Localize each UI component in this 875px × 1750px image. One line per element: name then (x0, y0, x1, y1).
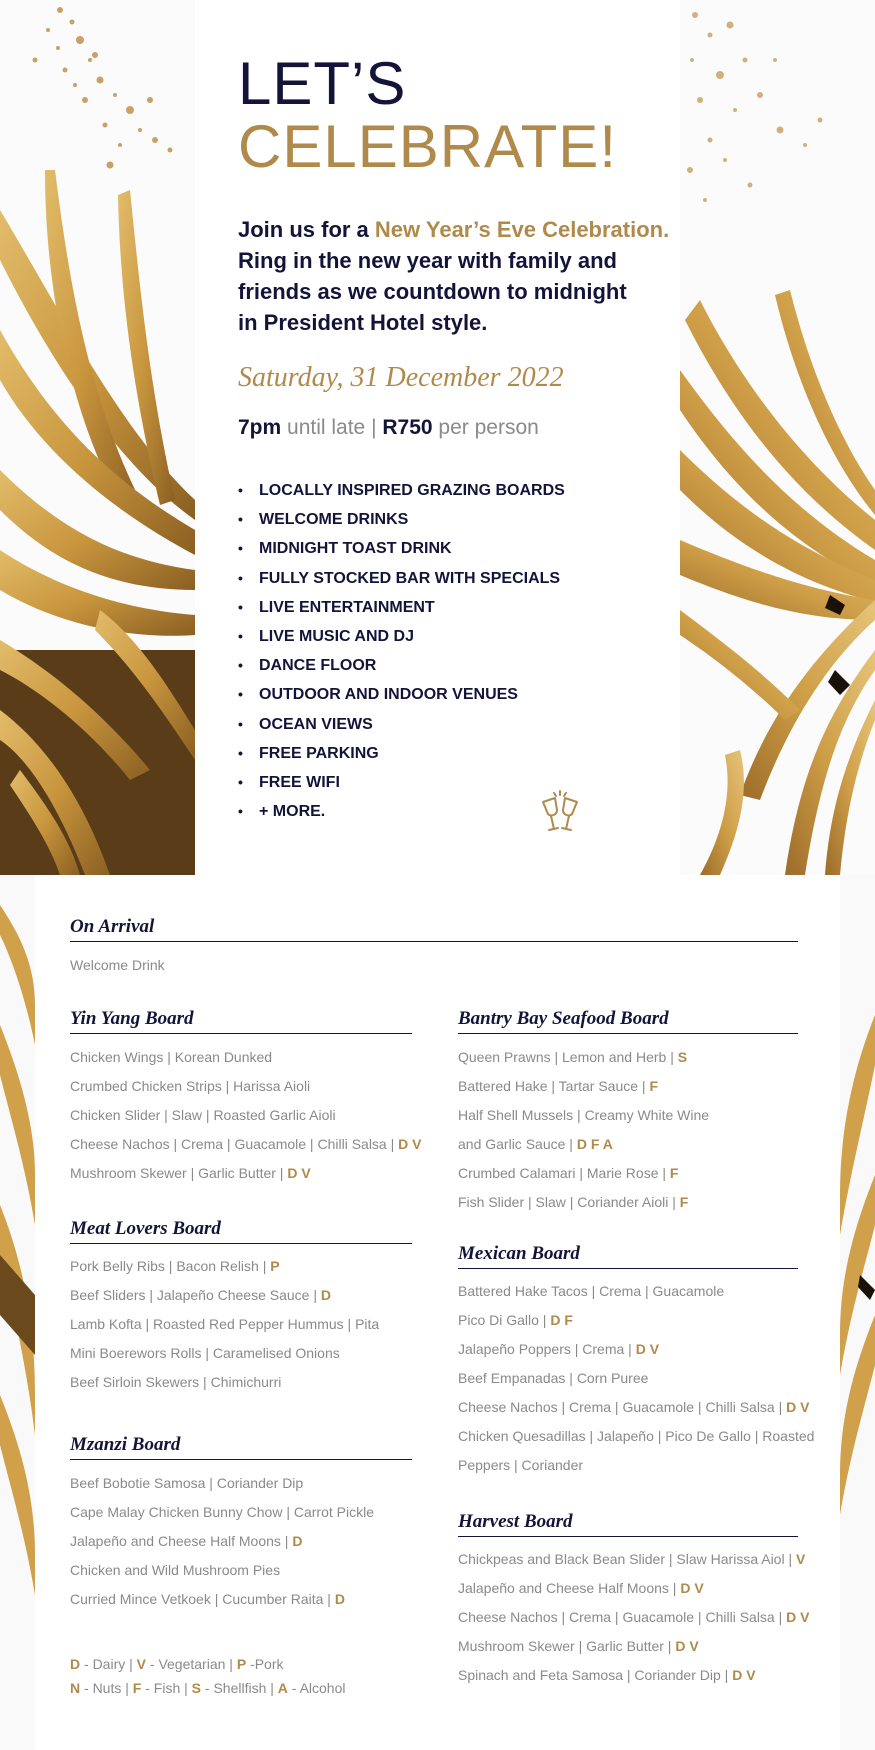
on-arrival-items (70, 951, 165, 980)
menu-item-text: Fish Slider | Slaw | Coriander Aioli | (458, 1194, 680, 1210)
menu-item (458, 1335, 814, 1364)
menu-item-text: Pico Di Gallo | (458, 1312, 551, 1328)
right-panel (680, 0, 875, 875)
menu-item (458, 1072, 709, 1101)
ticket-price: R750 (382, 416, 433, 439)
legend-code: A (277, 1680, 288, 1696)
palm-leaf-left-edge (0, 875, 35, 1750)
section-heading-mexican: Mexican Board (458, 1243, 798, 1269)
dietary-code: D V (398, 1136, 422, 1152)
menu-item-text: Chicken Quesadillas | Jalapeño | Pico De Gallo | Roasted (458, 1428, 815, 1444)
menu-item-text: Jalapeño Poppers | Crema | (458, 1341, 636, 1357)
section-heading-yin-yang: Yin Yang Board (70, 1008, 412, 1034)
dietary-code: F (649, 1078, 659, 1094)
menu-item (458, 1306, 814, 1335)
dietary-code: D V (732, 1667, 756, 1683)
menu-item-text: Beef Bobotie Samosa | Coriander Dip (70, 1475, 304, 1491)
dietary-code: D V (786, 1399, 810, 1415)
menu-item (458, 1574, 809, 1603)
menu-item (458, 1101, 709, 1130)
menu-item-text: Cheese Nachos | Crema | Guacamole | Chilli Salsa | (70, 1136, 399, 1152)
section-heading-mzanzi: Mzanzi Board (70, 1434, 412, 1460)
menu-item-text: Cheese Nachos | Crema | Guacamole | Chilli Salsa | (458, 1609, 787, 1625)
intro-line-4: in President Hotel style. (238, 310, 488, 335)
dietary-legend (70, 1652, 346, 1700)
menu-section (0, 875, 875, 1750)
menu-item-text: Cheese Nachos | Crema | Guacamole | Chilli Salsa | (458, 1399, 787, 1415)
menu-item-text: Beef Sliders | Jalapeño Cheese Sauce | (70, 1287, 321, 1303)
bantry-bay-items (458, 1043, 709, 1217)
menu-item (458, 1364, 814, 1393)
menu-item (458, 1159, 709, 1188)
legend-row-1 (70, 1652, 346, 1676)
menu-item (70, 1159, 421, 1188)
menu-item (70, 1585, 374, 1614)
legend-label: - Dairy | (80, 1656, 137, 1672)
intro-line-2: Ring in the new year with family and (238, 248, 617, 273)
menu-item-text: Chicken Wings | Korean Dunked (70, 1049, 273, 1065)
menu-item-text: Mushroom Skewer | Garlic Butter | (70, 1165, 288, 1181)
menu-item-text: Peppers | Coriander (458, 1457, 584, 1473)
menu-item-text: Queen Prawns | Lemon and Herb | (458, 1049, 678, 1065)
menu-item (70, 1469, 374, 1498)
menu-item (458, 1422, 814, 1451)
menu-item (70, 951, 165, 980)
invitation-card (195, 0, 680, 875)
intro-text (238, 214, 678, 338)
menu-item-text: Mushroom Skewer | Garlic Butter | (458, 1638, 676, 1654)
dietary-code: D F A (576, 1136, 613, 1152)
meat-lovers-items (70, 1252, 379, 1397)
mexican-items (458, 1277, 814, 1480)
menu-item (70, 1072, 421, 1101)
time-and-price (238, 416, 539, 440)
section-heading-on-arrival: On Arrival (70, 916, 798, 942)
feature-item: • MIDNIGHT TOAST DRINK (238, 534, 565, 563)
menu-item-text: Jalapeño and Cheese Half Moons | (458, 1580, 681, 1596)
legend-label: -Pork (246, 1656, 284, 1672)
menu-item-text: Beef Empanadas | Corn Puree (458, 1370, 649, 1386)
event-date: Saturday, 31 December 2022 (238, 362, 564, 393)
left-panel (0, 0, 195, 875)
legend-label: - Shellfish | (201, 1680, 278, 1696)
feature-item: • OUTDOOR AND INDOOR VENUES (238, 680, 565, 709)
mzanzi-items (70, 1469, 374, 1614)
feature-list (238, 476, 565, 826)
legend-row-2 (70, 1676, 346, 1700)
feature-item: • LIVE MUSIC AND DJ (238, 622, 565, 651)
feature-item: • LIVE ENTERTAINMENT (238, 593, 565, 622)
feature-item: • DANCE FLOOR (238, 651, 565, 680)
menu-item (70, 1368, 379, 1397)
dietary-code: F (679, 1194, 689, 1210)
dietary-code: F (669, 1165, 679, 1181)
legend-label: - Nuts | (80, 1680, 133, 1696)
dietary-code: D V (287, 1165, 311, 1181)
start-time: 7pm (238, 416, 282, 439)
menu-item (70, 1310, 379, 1339)
menu-item (458, 1545, 809, 1574)
legend-code: D (70, 1656, 81, 1672)
legend-label: - Alcohol (287, 1680, 346, 1696)
feature-item: • LOCALLY INSPIRED GRAZING BOARDS (238, 476, 565, 505)
legend-label: - Vegetarian | (146, 1656, 237, 1672)
menu-item-text: Lamb Kofta | Roasted Red Pepper Hummus | Pita (70, 1316, 380, 1332)
menu-item (70, 1281, 379, 1310)
menu-item-text: and Garlic Sauce | (458, 1136, 577, 1152)
feature-item: • WELCOME DRINKS (238, 505, 565, 534)
menu-item (458, 1632, 809, 1661)
menu-item (458, 1451, 814, 1480)
menu-item (458, 1188, 709, 1217)
section-heading-harvest: Harvest Board (458, 1511, 798, 1537)
feature-item: • + MORE. (238, 797, 565, 826)
menu-item-text: Welcome Drink (70, 957, 165, 973)
dietary-code: D F (550, 1312, 573, 1328)
menu-item (458, 1393, 814, 1422)
legend-code: V (136, 1656, 146, 1672)
menu-item (70, 1043, 421, 1072)
section-heading-meat-lovers: Meat Lovers Board (70, 1218, 412, 1244)
menu-item-text: Beef Sirloin Skewers | Chimichurri (70, 1374, 282, 1390)
harvest-items (458, 1545, 809, 1690)
section-heading-bantry-bay: Bantry Bay Seafood Board (458, 1008, 798, 1034)
dietary-code: D V (680, 1580, 704, 1596)
intro-lead: Join us for a (238, 217, 375, 242)
legend-code: N (70, 1680, 81, 1696)
feature-item: • FREE PARKING (238, 739, 565, 768)
menu-item-text: Crumbed Chicken Strips | Harissa Aioli (70, 1078, 311, 1094)
dietary-code: S (677, 1049, 688, 1065)
menu-item (458, 1277, 814, 1306)
menu-item (458, 1130, 709, 1159)
yin-yang-items (70, 1043, 421, 1188)
dietary-code: D (334, 1591, 345, 1607)
menu-item-text: Chickpeas and Black Bean Slider | Slaw Harissa Aiol | (458, 1551, 796, 1567)
feature-item: • FULLY STOCKED BAR WITH SPECIALS (238, 564, 565, 593)
menu-item (70, 1339, 379, 1368)
menu-item-text: Mini Boerewors Rolls | Caramelised Onions (70, 1345, 340, 1361)
dietary-code: P (270, 1258, 280, 1274)
menu-item-text: Half Shell Mussels | Creamy White Wine (458, 1107, 710, 1123)
dietary-code: D (320, 1287, 331, 1303)
menu-item-text: Battered Hake Tacos | Crema | Guacamole (458, 1283, 725, 1299)
until-late: until late | (281, 416, 383, 439)
title-lets: LET’S (238, 50, 407, 117)
menu-item (458, 1043, 709, 1072)
per-person: per person (432, 416, 539, 439)
feature-item: • FREE WIFI (238, 768, 565, 797)
champagne-toast-icon (535, 788, 585, 838)
intro-highlight: New Year’s Eve Celebration. (374, 217, 670, 242)
dietary-code: D V (675, 1638, 699, 1654)
menu-item-text: Pork Belly Ribs | Bacon Relish | (70, 1258, 271, 1274)
legend-code: P (236, 1656, 247, 1672)
menu-item-text: Spinach and Feta Samosa | Coriander Dip | (458, 1667, 733, 1683)
menu-item-text: Curried Mince Vetkoek | Cucumber Raita | (70, 1591, 335, 1607)
feature-item: • OCEAN VIEWS (238, 710, 565, 739)
menu-item-text: Crumbed Calamari | Marie Rose | (458, 1165, 670, 1181)
menu-item (70, 1498, 374, 1527)
menu-item (458, 1661, 809, 1690)
menu-item-text: Chicken Slider | Slaw | Roasted Garlic Aioli (70, 1107, 336, 1123)
menu-item (458, 1603, 809, 1632)
intro-line-3: friends as we countdown to midnight (238, 279, 627, 304)
menu-card (35, 875, 840, 1750)
menu-item (70, 1527, 374, 1556)
legend-label: - Fish | (141, 1680, 192, 1696)
menu-item-text: Jalapeño and Cheese Half Moons | (70, 1533, 293, 1549)
menu-item (70, 1101, 421, 1130)
menu-item-text: Cape Malay Chicken Bunny Chow | Carrot Pickle (70, 1504, 374, 1520)
dietary-code: D V (786, 1609, 810, 1625)
palm-leaf-right-edge (840, 875, 875, 1750)
menu-item (70, 1130, 421, 1159)
menu-item (70, 1252, 379, 1281)
menu-item (70, 1556, 374, 1585)
menu-item-text: Battered Hake | Tartar Sauce | (458, 1078, 650, 1094)
menu-item-text: Chicken and Wild Mushroom Pies (70, 1562, 281, 1578)
legend-code: F (132, 1680, 142, 1696)
dietary-code: V (796, 1551, 806, 1567)
dietary-code: D V (635, 1341, 660, 1357)
legend-code: S (191, 1680, 201, 1696)
title-celebrate: CELEBRATE! (238, 113, 617, 180)
dietary-code: D (292, 1533, 303, 1549)
